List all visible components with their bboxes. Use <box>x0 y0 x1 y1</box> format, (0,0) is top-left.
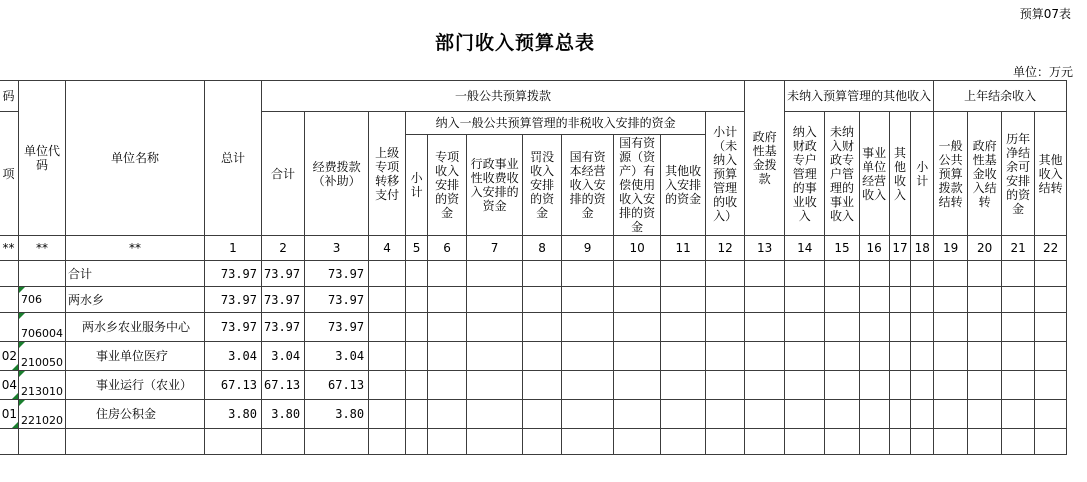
header-special-income: 专项收入安排的资金 <box>428 135 467 236</box>
header-total: 总计 <box>205 81 262 236</box>
index-cell: 1 <box>205 236 262 261</box>
row-funding: 73.97 <box>305 287 369 313</box>
row-name: 事业运行（农业） <box>66 371 205 400</box>
header-other-income-group: 未纳入预算管理的其他收入 <box>785 81 934 112</box>
budget-table <box>0 80 1067 455</box>
index-cell: ** <box>66 236 205 261</box>
column-index-row <box>0 236 1067 261</box>
row-funding: 67.13 <box>305 371 369 400</box>
row-funding: 73.97 <box>305 313 369 342</box>
header-unit-code: 单位代码 <box>19 81 66 236</box>
index-cell: 22 <box>1035 236 1067 261</box>
index-cell: 7 <box>467 236 523 261</box>
header-other-carryover: 其他收入结转 <box>1035 112 1067 236</box>
index-cell: 11 <box>661 236 706 261</box>
header-fund-carryover: 政府性基金收入结转 <box>968 112 1002 236</box>
row-code: 213010 <box>19 371 66 400</box>
index-cell: 2 <box>262 236 305 261</box>
header-nontax-group: 纳入一般公共预算管理的非税收入安排的资金 <box>406 112 706 135</box>
row-sum: 3.80 <box>262 400 305 429</box>
row-code: 221020 <box>19 400 66 429</box>
header-state-assets: 国有资源（资产）有偿使用收入安排的资金 <box>614 135 661 236</box>
row-sum: 73.97 <box>262 261 305 287</box>
row-total: 73.97 <box>205 261 262 287</box>
row-sum: 73.97 <box>262 313 305 342</box>
header-subtotal: 小计 <box>406 135 428 236</box>
index-cell: 20 <box>968 236 1002 261</box>
table-row <box>0 342 1067 371</box>
row-name: 两水乡 <box>66 287 205 313</box>
header-general-carryover: 一般公共预算拨款结转 <box>934 112 968 236</box>
header-prev-subtotal: 小计 <box>911 112 934 236</box>
row-code: 706 <box>19 287 66 313</box>
header-admin-fees: 行政事业性收费收入安排的资金 <box>467 135 523 236</box>
table-row <box>0 287 1067 313</box>
index-cell: 9 <box>562 236 614 261</box>
header-state-capital: 国有资本经营收入安排的资金 <box>562 135 614 236</box>
row-funding: 3.80 <box>305 400 369 429</box>
row-sum: 3.04 <box>262 342 305 371</box>
header-non-fiscal-special: 未纳入财政专户管理的事业收入 <box>825 112 859 236</box>
index-cell: 13 <box>745 236 785 261</box>
index-cell: 10 <box>614 236 661 261</box>
index-cell: 16 <box>859 236 889 261</box>
table-row-empty <box>0 429 1067 455</box>
row-total: 3.80 <box>205 400 262 429</box>
index-cell: 18 <box>911 236 934 261</box>
table-row <box>0 400 1067 429</box>
row-name: 事业单位医疗 <box>66 342 205 371</box>
table-row <box>0 371 1067 400</box>
unit-label: 单位：万元 <box>1012 65 1073 79</box>
row-funding: 3.04 <box>305 342 369 371</box>
header-funding: 经费拨款（补助） <box>305 112 369 236</box>
index-cell: 8 <box>523 236 562 261</box>
row-total: 67.13 <box>205 371 262 400</box>
row-total: 3.04 <box>205 342 262 371</box>
index-cell: 21 <box>1002 236 1035 261</box>
index-cell: 5 <box>406 236 428 261</box>
header-other-arranged: 其他收入安排的资金 <box>661 135 706 236</box>
table-row <box>0 313 1067 342</box>
row-prefix <box>0 261 19 287</box>
form-number: 预算07表 <box>1019 7 1071 21</box>
row-total: 73.97 <box>205 313 262 342</box>
header-code-cut: 码 <box>0 81 19 112</box>
header-fines: 罚没收入安排的资金 <box>523 135 562 236</box>
header-prev-year-group: 上年结余收入 <box>934 81 1067 112</box>
row-name: 两水乡农业服务中心 <box>66 313 205 342</box>
index-cell: 3 <box>305 236 369 261</box>
index-cell: ** <box>0 236 19 261</box>
header-sum: 合计 <box>262 112 305 236</box>
row-prefix: 04 <box>0 371 19 400</box>
index-cell: 19 <box>934 236 968 261</box>
row-prefix <box>0 287 19 313</box>
header-business-ops: 事业单位经营收入 <box>859 112 889 236</box>
header-unit-name: 单位名称 <box>66 81 205 236</box>
row-funding: 73.97 <box>305 261 369 287</box>
header-net-surplus: 历年净结余可安排的资金 <box>1002 112 1035 236</box>
index-cell: 12 <box>706 236 745 261</box>
index-cell: 17 <box>889 236 911 261</box>
index-cell: 4 <box>369 236 406 261</box>
row-prefix: 01 <box>0 400 19 429</box>
header-fiscal-special: 纳入财政专户管理的事业收入 <box>785 112 825 236</box>
row-sum: 73.97 <box>262 287 305 313</box>
row-code: 210050 <box>19 342 66 371</box>
header-general-budget: 一般公共预算拨款 <box>262 81 745 112</box>
table-row <box>0 261 1067 287</box>
index-cell: 14 <box>785 236 825 261</box>
row-prefix: 02 <box>0 342 19 371</box>
index-cell: ** <box>19 236 66 261</box>
row-code <box>19 261 66 287</box>
header-item-cut: 项 <box>0 112 19 236</box>
row-sum: 67.13 <box>262 371 305 400</box>
page-title: 部门收入预算总表 <box>434 32 595 54</box>
row-name: 合计 <box>66 261 205 287</box>
row-total: 73.97 <box>205 287 262 313</box>
index-cell: 15 <box>825 236 859 261</box>
row-prefix <box>0 313 19 342</box>
header-subtotal-excluded: 小计（未纳入预算管理的收入） <box>706 112 745 236</box>
index-cell: 6 <box>428 236 467 261</box>
header-upper-transfer: 上级专项转移支付 <box>369 112 406 236</box>
row-name: 住房公积金 <box>66 400 205 429</box>
header-gov-fund: 政府性基金拨款 <box>745 81 785 236</box>
header-other-income: 其他收入 <box>889 112 911 236</box>
row-code: 706004 <box>19 313 66 342</box>
